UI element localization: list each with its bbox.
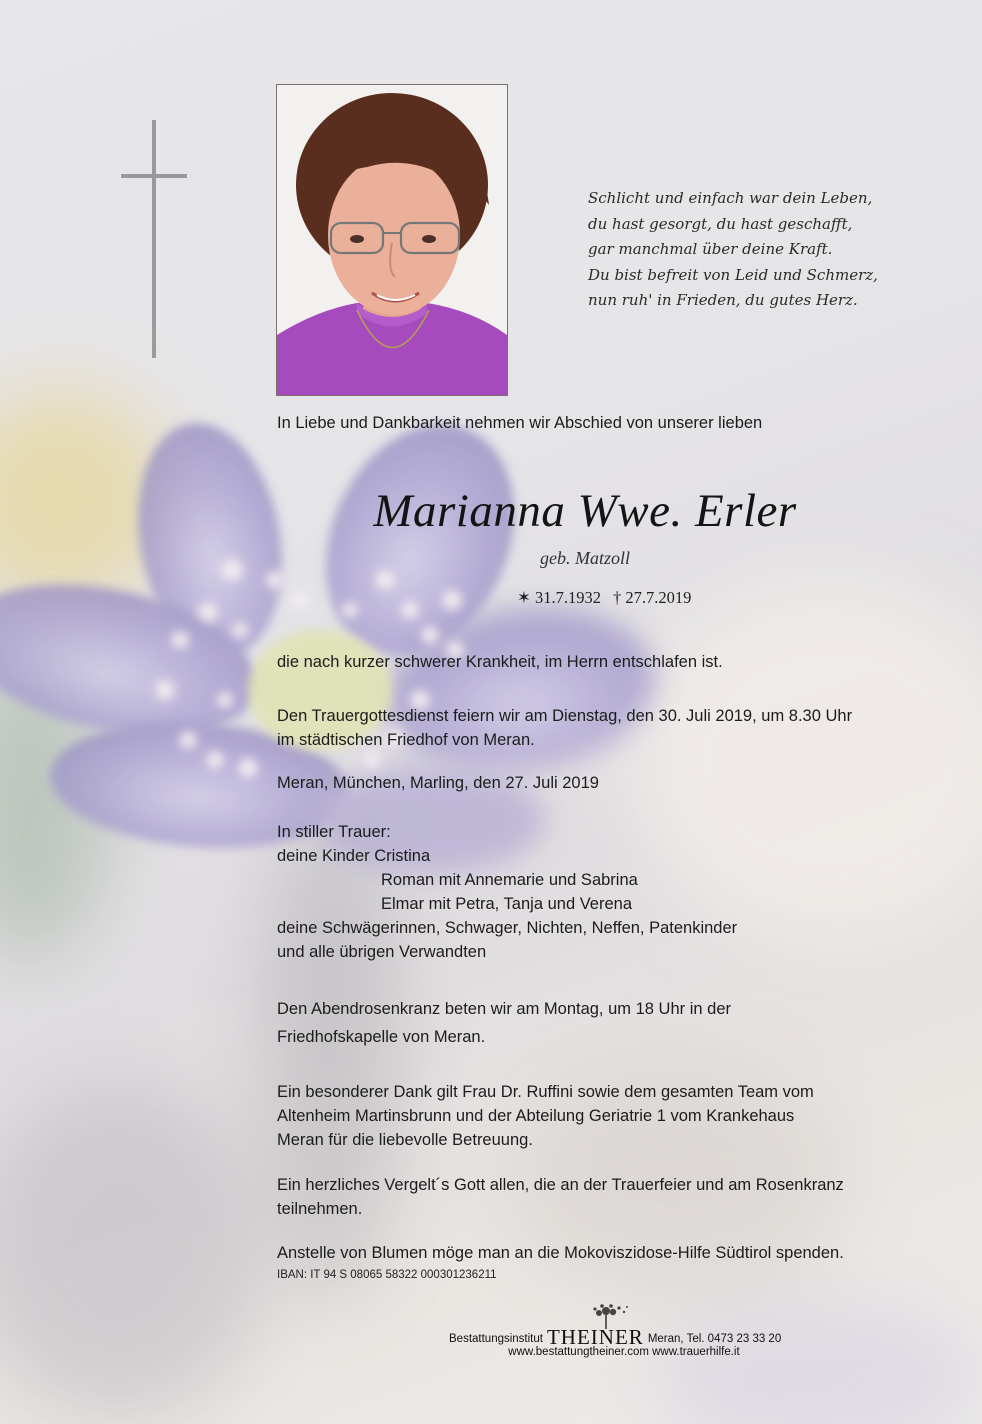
text-line: im städtischen Friedhof von Meran. [277, 731, 535, 749]
iban-text: IBAN: IT 94 S 08065 58322 000301236211 [277, 1269, 497, 1281]
death-notice-text: die nach kurzer schwerer Krankheit, im Herrn entschlafen ist. [277, 653, 723, 671]
funeral-home-contact: Meran, Tel. 0473 23 33 20 [647, 1333, 782, 1345]
deceased-name: Marianna Wwe. Erler [373, 485, 797, 537]
text-line: Meran für die liebevolle Betreuung. [277, 1131, 533, 1149]
funeral-home-brand: THEINER [546, 1325, 644, 1349]
mourner-line: und alle übrigen Verwandten [277, 943, 487, 961]
portrait-photo [276, 84, 508, 396]
mourner-line: Roman mit Annemarie und Sabrina [381, 871, 638, 889]
intro-text: In Liebe und Dankbarkeit nehmen wir Abschied von unserer lieben [277, 414, 763, 432]
cross-horizontal-bar [121, 174, 187, 178]
mourner-line: deine Schwägerinnen, Schwager, Nichten, Neffen, Patenkinder [277, 919, 738, 937]
poem-line: Schlicht und einfach war dein Leben, [588, 189, 873, 207]
text-line: Altenheim Martinsbrunn und der Abteilung Geriatrie 1 vom Krankehaus [277, 1107, 795, 1125]
text-line: teilnehmen. [277, 1200, 363, 1218]
birth-name: geb. Matzoll [540, 548, 630, 568]
memorial-poem [588, 186, 928, 314]
poem-line: gar manchmal über deine Kraft. [588, 240, 833, 258]
mourner-line: Elmar mit Petra, Tanja und Verena [381, 895, 632, 913]
mourners-list [277, 820, 737, 964]
death-date: † 27.7.2019 [612, 588, 692, 607]
gratitude-text [277, 1173, 844, 1221]
funeral-service-text [277, 704, 852, 752]
thanks-text [277, 1080, 814, 1152]
rosary-text [277, 995, 731, 1051]
funeral-home-prefix: Bestattungsinstitut [449, 1333, 543, 1345]
place-date: Meran, München, Marling, den 27. Juli 2019 [277, 774, 599, 792]
text-line: Ein besonderer Dank gilt Frau Dr. Ruffini sowie dem gesamten Team vom [277, 1083, 814, 1101]
mourners-heading: In stiller Trauer: [277, 823, 391, 841]
mourner-line: deine Kinder Cristina [277, 847, 431, 865]
text-line: Friedhofskapelle von Meran. [277, 1028, 486, 1046]
birth-date: ✶ 31.7.1932 [517, 588, 601, 607]
cross-vertical-bar [152, 120, 156, 358]
donation-text: Anstelle von Blumen möge man an die Mokoviszidose-Hilfe Südtirol spenden. [277, 1244, 844, 1262]
text-line: Den Abendrosenkranz beten wir am Montag, um 18 Uhr in der [277, 1000, 731, 1018]
funeral-home-websites[interactable]: www.bestattungtheiner.com www.trauerhilfe.it [508, 1346, 740, 1358]
poem-line: nun ruh' in Frieden, du gutes Herz. [588, 291, 858, 309]
poem-line: Du bist befreit von Leid und Schmerz, [588, 265, 878, 284]
poem-line: du hast gesorgt, du hast geschafft, [588, 214, 853, 233]
life-dates [517, 588, 691, 608]
text-line: Ein herzliches Vergelt´s Gott allen, die an der Trauerfeier und am Rosenkranz [277, 1176, 844, 1194]
text-line: Den Trauergottesdienst feiern wir am Dienstag, den 30. Juli 2019, um 8.30 Uhr [277, 707, 853, 725]
